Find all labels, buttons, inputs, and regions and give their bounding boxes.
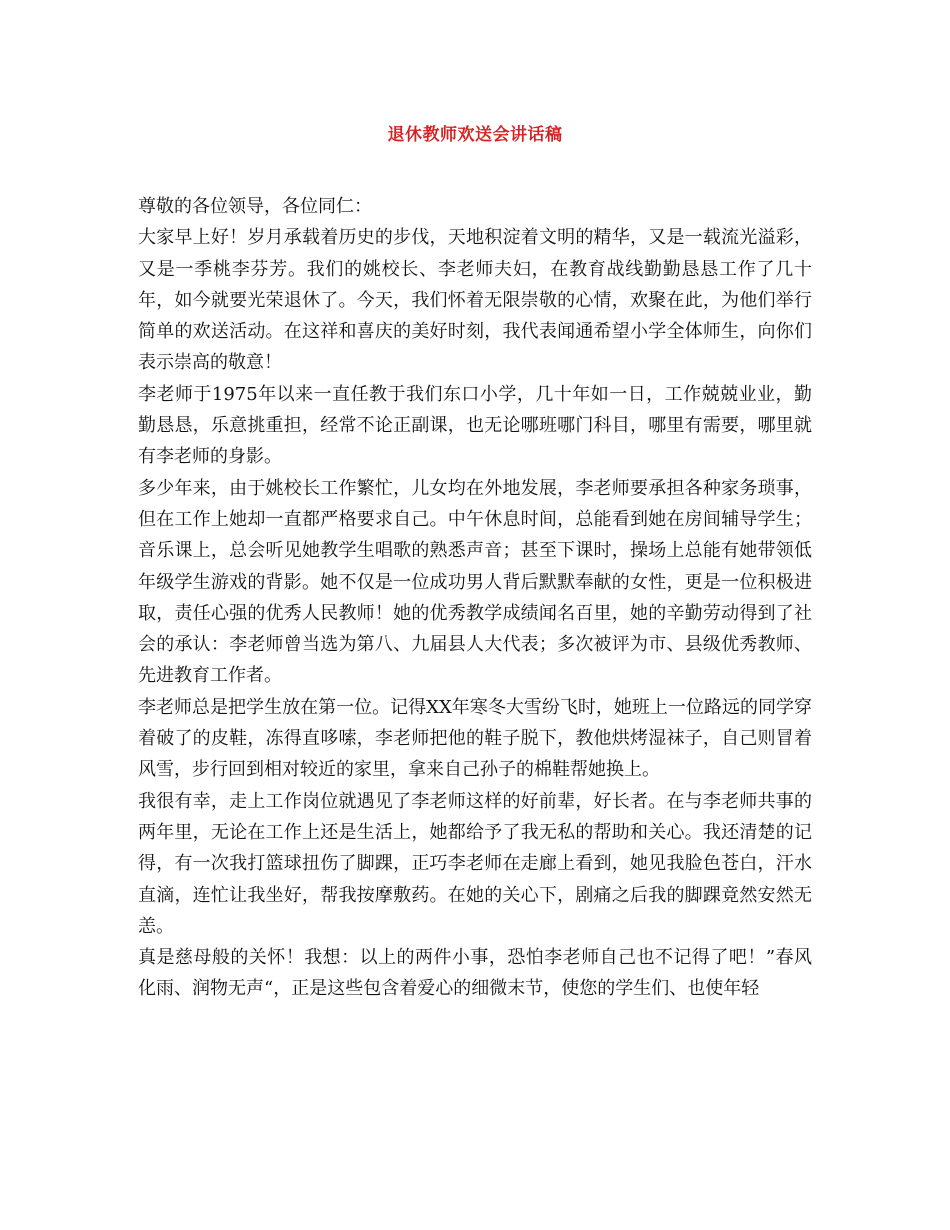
paragraph-personal-story: 我很有幸，走上工作岗位就遇见了李老师这样的好前辈，好长者。在与李老师共事的两年里，无论在工作上还是生活上，她都给予了我无私的帮助和关心。我还清楚的记得，有一次我打篮球扭伤了脚踝，正巧李老师在走廊上看到，她见我脸色苍白，汗水直滴，连忙让我坐好，帮我按摩敷药。在她的关心下，剧痛之后我的脚踝竟然安然无恙。 [138, 790, 812, 937]
paragraph-career: 李老师于1975年以来一直任教于我们东口小学，几十年如一日，工作兢兢业业，勤勤恳恳，乐意挑重担，经常不论正副课，也无论哪班哪门科目，哪里有需要，哪里就有李老师的身影。 [138, 383, 812, 468]
paragraph-salutation: 尊敬的各位领导，各位同仁： [138, 196, 372, 217]
paragraph-students-first: 李老师总是把学生放在第一位。记得XX年寒冬大雪纷飞时，她班上一位路远的同学穿着破了的皮鞋，冻得直哆嗦，李老师把他的鞋子脱下，教他烘烤湿袜子，自己则冒着风雪，步行回到相对较近的家里，拿来自己孙子的棉鞋帮她换上。 [138, 696, 812, 781]
document-body [138, 191, 812, 1005]
paragraph-dedication: 多少年来，由于姚校长工作繁忙，儿女均在外地发展，李老师要承担各种家务琐事，但在工作上她却一直都严格要求自己。中午休息时间，总能看到她在房间辅导学生；音乐课上，总会听见她教学生唱歌的熟悉声音；甚至下课时，操场上总能有她带领低年级学生游戏的背影。她不仅是一位成功男人背后默默奉献的女性，更是一位积极进取，责任心强的优秀人民教师！她的优秀教学成绩闻名百里，她的辛勤劳动得到了社会的承认：李老师曾当选为第八、九届县人大代表；多次被评为市、县级优秀教师、先进教育工作者。 [138, 477, 812, 687]
document-title: 退休教师欢送会讲话稿 [387, 125, 563, 145]
paragraph-greeting: 大家早上好！岁月承载着历史的步伐，天地积淀着文明的精华，又是一载流光溢彩，又是一季桃李芬芳。我们的姚校长、李老师夫妇，在教育战线勤勤恳恳工作了几十年，如今就要光荣退休了。今天，我们怀着无限崇敬的心情，欢聚在此，为他们举行简单的欢送活动。在这祥和喜庆的美好时刻，我代表闻通希望小学全体师生，向你们表示崇高的敬意！ [138, 227, 812, 374]
paragraph-reflection: 真是慈母般的关怀！我想：以上的两件小事，恐怕李老师自己也不记得了吧！”春风化雨、润物无声“，正是这些包含着爱心的细微末节，使您的学生们、也使年轻 [138, 947, 812, 1000]
